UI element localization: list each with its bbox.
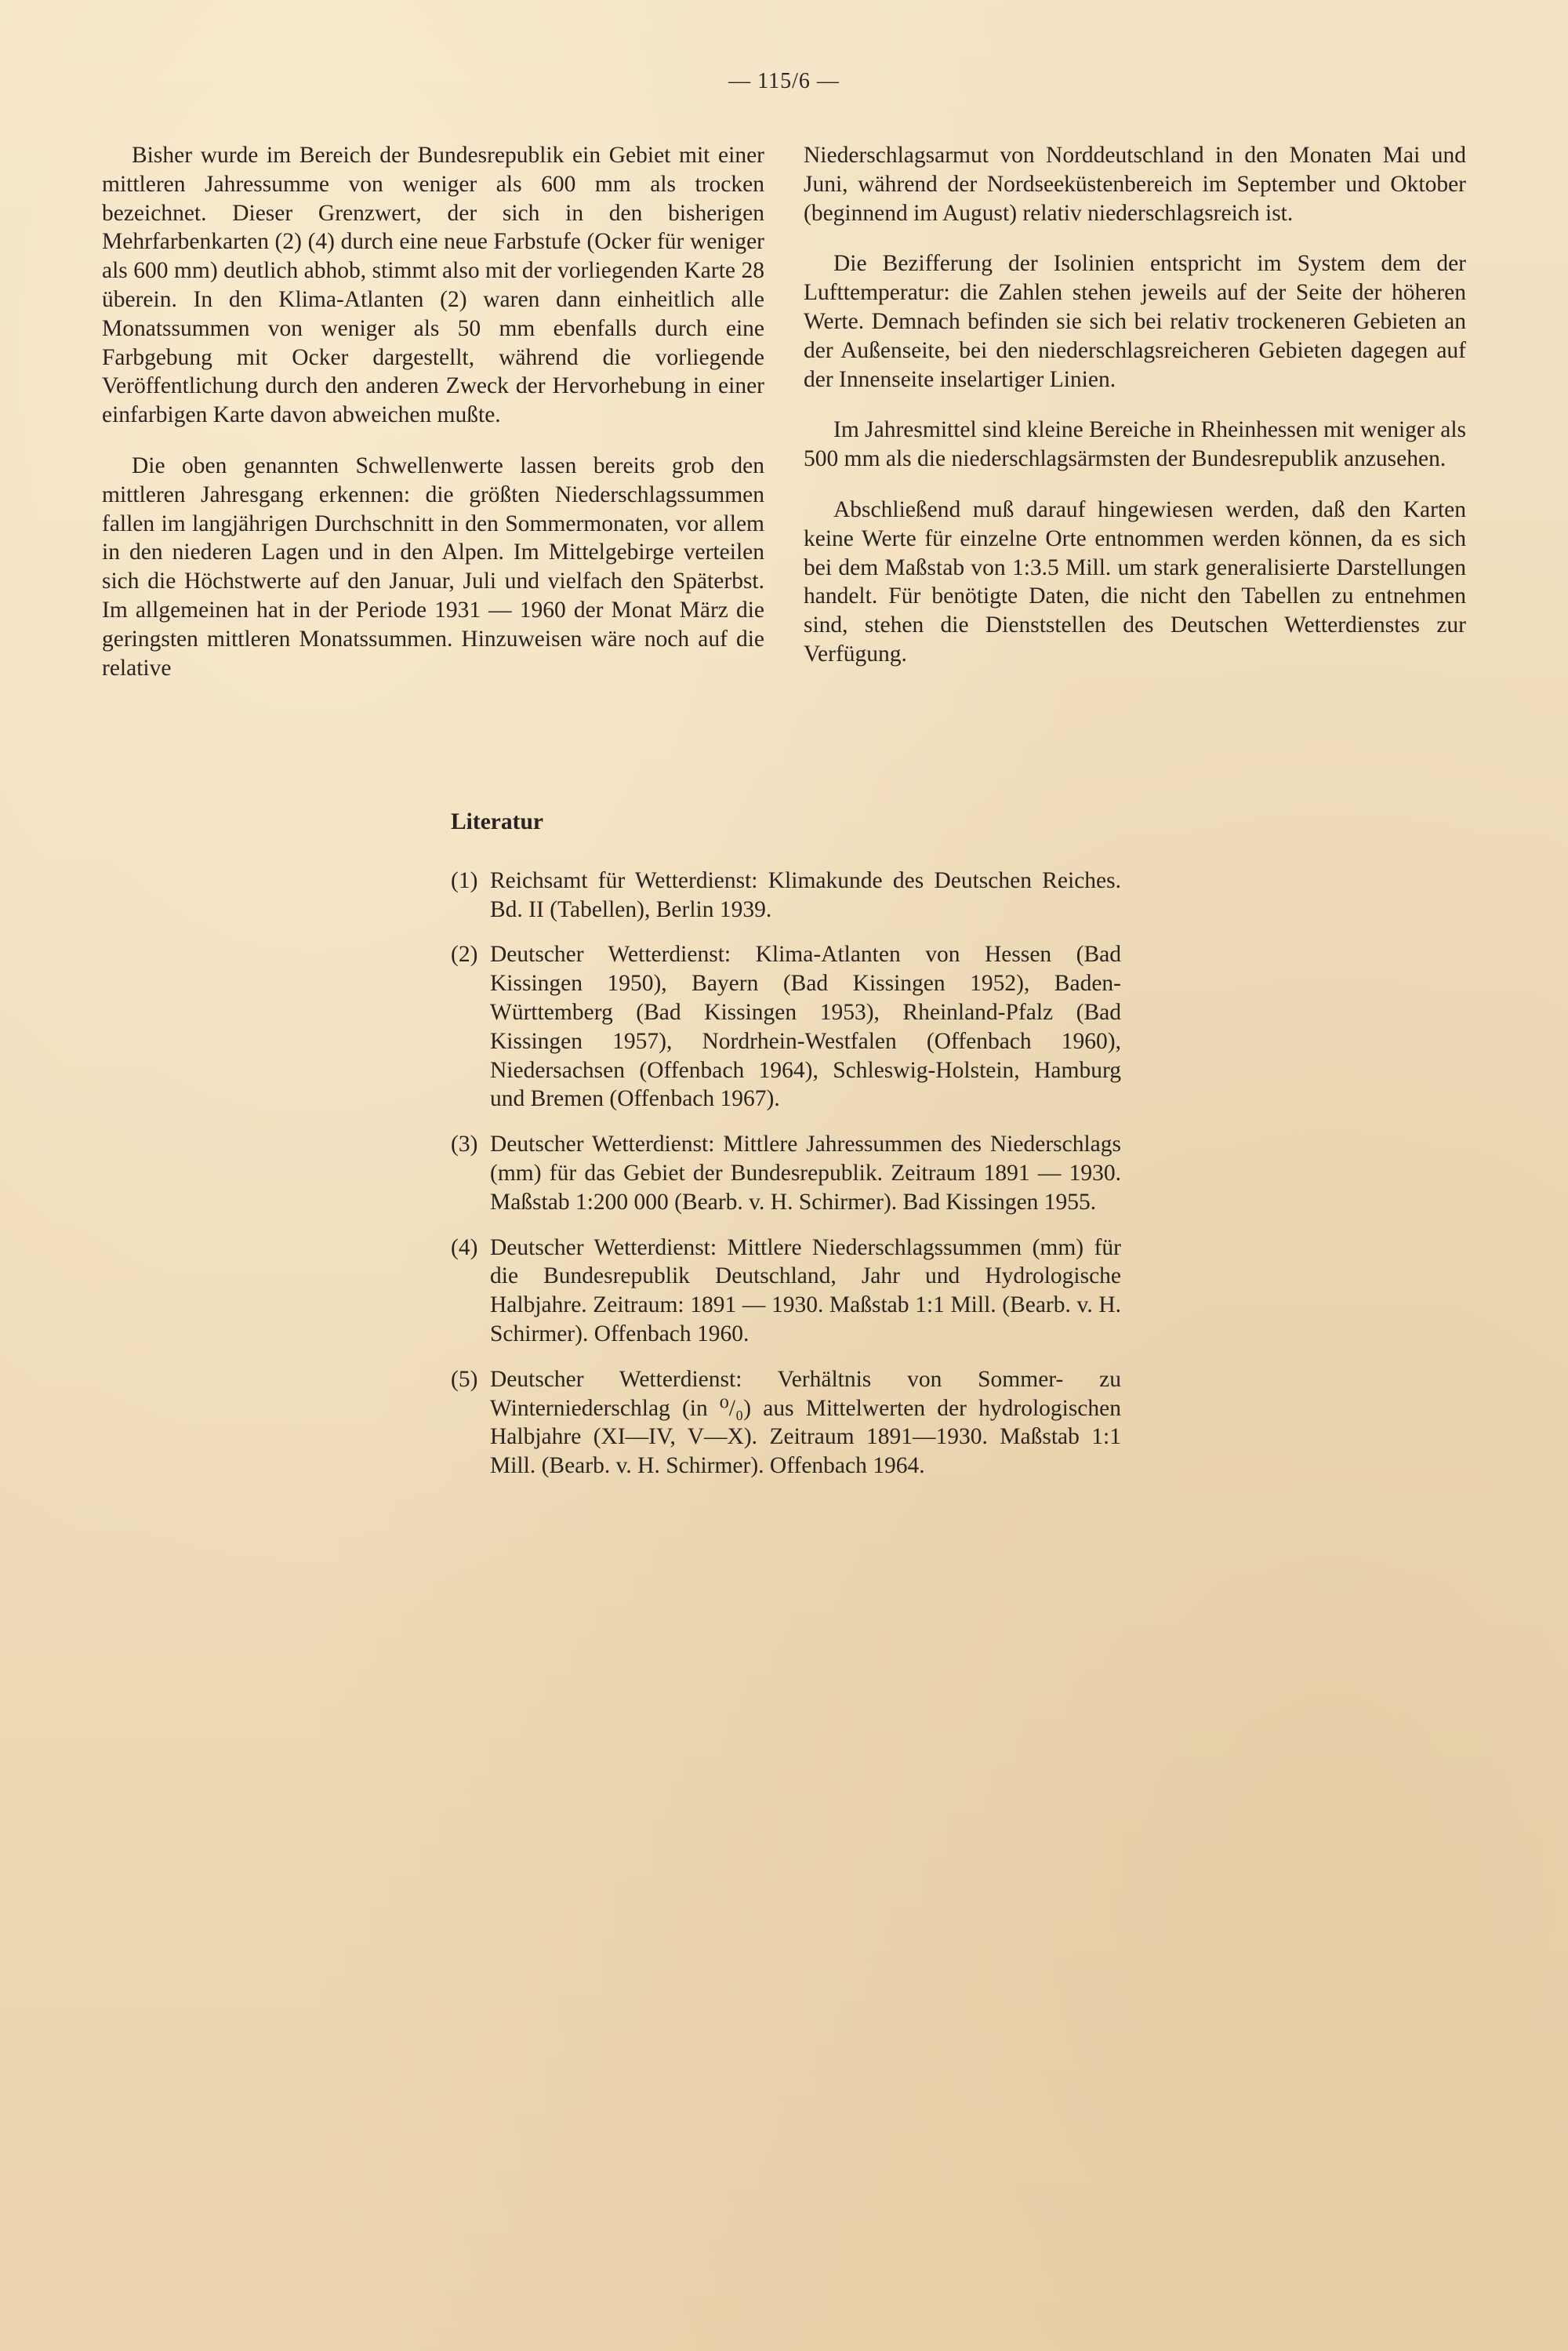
left-paragraph-1: Bisher wurde im Bereich der Bundesrepublik ein Gebiet mit einer mittleren Jahressumme von weniger als 600 mm als trocken bezeichnet. Dieser Grenzwert, der sich in den bisherigen Mehrfarbenkarten (2) (4) durch eine neue Farbstufe (Ocker für weniger als 600 mm) deutlich abhob, stimmt also mit der vorliegenden Karte 28 überein. In den Klima-Atlanten (2) waren dann einheitlich alle Monatssummen von weniger als 50 mm ebenfalls durch eine Farbgebung mit Ocker dargestellt, während die vorliegende Veröffentlichung durch den anderen Zweck der Hervorhebung in einer einfarbigen Karte davon abweichen mußte.: [102, 143, 764, 428]
literature-item: [451, 867, 1121, 925]
literature-item-text: Deutscher Wetterdienst: Klima-Atlanten von Hessen (Bad Kissingen 1950), Bayern (Bad Kissingen 1952), Baden-Württemberg (Bad Kissingen 1953), Rheinland-Pfalz (Bad Kissingen 1957), Nordrhein-Westfalen (Offenbach 1960), Niedersachsen (Offenbach 1964), Schleswig-Holstein, Hamburg und Bremen (Offenbach 1967).: [490, 942, 1121, 1112]
literature-item-text: Reichsamt für Wetterdienst: Klimakunde des Deutschen Reiches. Bd. II (Tabellen), Berlin 1939.: [490, 867, 1121, 922]
right-paragraph-4: Abschließend muß darauf hingewiesen werden, daß den Karten keine Werte für einzelne Orte entnommen werden können, da es sich bei dem Maßstab von 1:3.5 Mill. um stark generalisierte Darstellungen handelt. Für benötigte Daten, die nicht den Tabellen zu entnehmen sind, stehen die Dienststellen des Deutschen Wetterdienstes zur Verfügung.: [804, 496, 1466, 667]
page-number: — 115/6 —: [728, 69, 840, 93]
left-paragraph-2: Die oben genannten Schwellenwerte lassen bereits grob den mittleren Jahresgang erkennen: die größten Niederschlagssummen fallen im langjährigen Durchschnitt in den Sommermonaten, vor allem in den niederen Lagen und in den Alpen. Im Mittelgebirge verteilen sich die Höchstwerte auf den Januar, Juli und vielfach den Späterbst. Im allgemeinen hat in der Periode 1931 — 1960 der Monat März die geringsten mittleren Monatssummen. Hinzuweisen wäre noch auf die relative: [102, 452, 764, 681]
literature-item: [451, 1130, 1121, 1216]
literature-item: [451, 940, 1121, 1114]
literature-item-number: (5): [451, 1366, 478, 1392]
literature-section: [451, 808, 1121, 1497]
literature-item-number: (3): [451, 1132, 478, 1157]
literature-heading: Literatur: [451, 809, 543, 834]
literature-list: [451, 867, 1121, 1481]
left-column: [102, 141, 764, 704]
literature-item: [451, 1365, 1121, 1481]
literature-item-text: Deutscher Wetterdienst: Mittlere Jahressummen des Niederschlags (mm) für das Gebiet der Bundesrepublik. Zeitraum 1891 — 1930. Maßstab 1:200 000 (Bearb. v. H. Schirmer). Bad Kissingen 1955.: [490, 1132, 1121, 1215]
right-paragraph-1: Niederschlagsarmut von Norddeutschland in den Monaten Mai und Juni, während der Nordseeküstenbereich im September und Oktober (beginnend im August) relativ niederschlagsreich ist.: [804, 143, 1466, 226]
right-column: [804, 141, 1466, 691]
right-paragraph-3: Im Jahresmittel sind kleine Bereiche in Rheinhessen mit weniger als 500 mm als die niederschlagsärmsten der Bundesrepublik anzusehen.: [804, 417, 1466, 472]
literature-item-number: (2): [451, 942, 478, 968]
literature-item-text: Deutscher Wetterdienst: Mittlere Niederschlagssummen (mm) für die Bundesrepublik Deutschland, Jahr und Hydrologische Halbjahre. Zeitraum: 1891 — 1930. Maßstab 1:1 Mill. (Bearb. v. H. Schirmer). Offenbach 1960.: [490, 1234, 1121, 1346]
literature-item: [451, 1234, 1121, 1349]
right-paragraph-2: Die Bezifferung der Isolinien entspricht im System dem der Lufttemperatur: die Zahlen stehen jeweils auf der Seite der höheren Werte. Demnach befinden sie sich bei relativ trockeneren Gebieten an der Außenseite, bei den niederschlagsreicheren Gebieten dagegen auf der Innenseite inselartiger Linien.: [804, 251, 1466, 392]
literature-item-number: (4): [451, 1234, 478, 1260]
literature-item-text: Deutscher Wetterdienst: Verhältnis von Sommer- zu Winterniederschlag (in ⁰/₀) aus Mittelwerten der hydrologischen Halbjahre (XI—IV, V—X). Zeitraum 1891—1930. Maßstab 1:1 Mill. (Bearb. v. H. Schirmer). Offenbach 1964.: [490, 1366, 1121, 1479]
literature-item-number: (1): [451, 867, 478, 893]
